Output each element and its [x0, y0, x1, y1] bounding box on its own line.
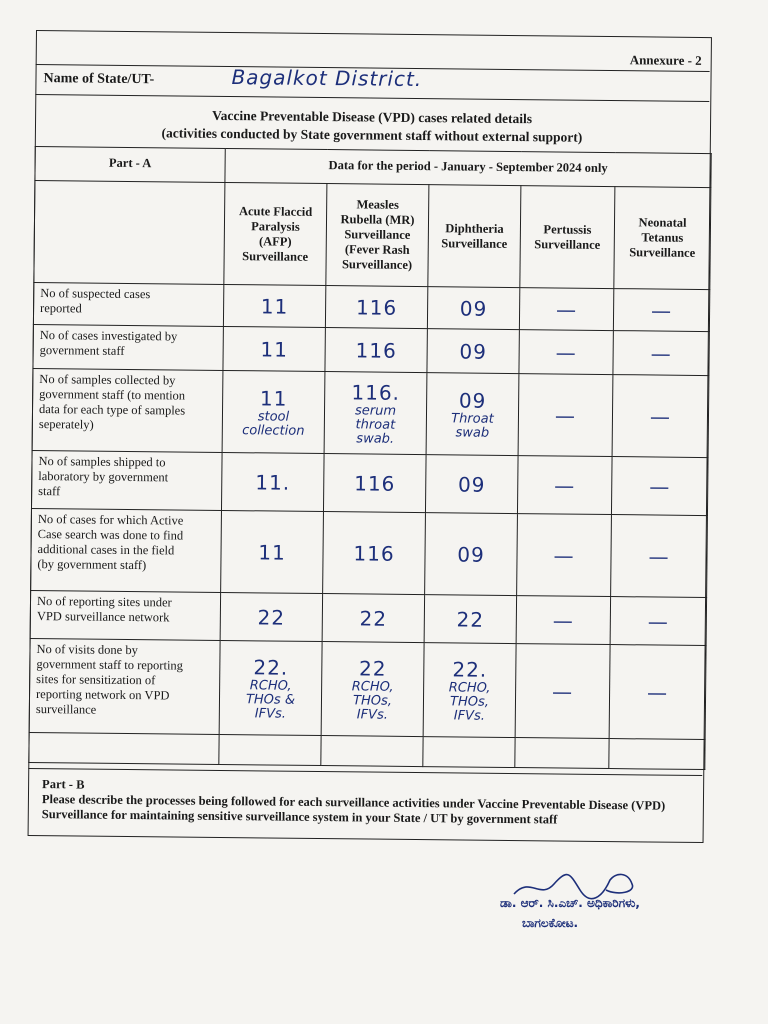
column-header-line: Acute Flaccid [238, 203, 313, 219]
empty-cell [609, 739, 705, 770]
data-cell [325, 286, 427, 329]
data-cell [519, 330, 613, 375]
cell-value: 11 [260, 336, 289, 362]
empty-cell [219, 734, 321, 765]
title-line-2: (activities conducted by State government staff without external support) [161, 125, 583, 145]
data-cell [323, 454, 426, 513]
data-cell [519, 288, 613, 331]
cell-value: 22 [257, 604, 286, 630]
cell-value: 09 [457, 471, 486, 497]
cell-value: — [646, 679, 669, 705]
column-header-line: Measles [356, 197, 399, 212]
cell-value: — [650, 340, 672, 366]
data-cell [612, 375, 709, 458]
cell-value: 116 [355, 294, 398, 320]
row-label-line: surveillance [35, 702, 97, 717]
part-b-section [28, 768, 703, 842]
table-row [31, 450, 708, 515]
empty-row [29, 732, 705, 769]
data-cell [222, 370, 325, 453]
part-b-label: Part - B [42, 777, 85, 792]
row-label-line: No of samples shipped to [38, 454, 166, 470]
cell-note: serum [354, 402, 397, 419]
data-cell [423, 643, 516, 738]
table-row [33, 324, 709, 375]
column-header-line: Diphtheria [445, 220, 504, 236]
cell-value: 09 [458, 387, 487, 413]
row-label [31, 450, 222, 510]
row-label-line: Case search was done to find [37, 527, 184, 543]
data-cell [611, 457, 708, 516]
table-row [32, 368, 709, 457]
stamp-line-2: ಬಾಗಲಕೋಟ. [522, 916, 579, 930]
cell-value: 11. [255, 469, 291, 495]
column-header-line: Surveillance [441, 235, 508, 251]
column-header-line: (Fever Rash [344, 242, 410, 257]
column-header [428, 185, 521, 288]
data-cell [324, 372, 427, 455]
data-cell [427, 329, 519, 374]
cell-value: — [553, 542, 575, 568]
data-cell [425, 455, 518, 514]
data-cell [219, 640, 322, 735]
cell-note: RCHO, [249, 677, 292, 694]
data-cell [518, 374, 613, 457]
cell-note: RCHO, [351, 678, 394, 695]
cell-note: THOs & [245, 691, 296, 708]
column-header [520, 186, 615, 289]
state-label: Name of State/UT- [43, 71, 155, 88]
data-table [28, 146, 711, 770]
cell-value: 22. [452, 656, 488, 682]
row-label-line: data for each type of samples [38, 402, 186, 418]
cell-value: — [554, 472, 576, 498]
annexure-label: Annexure - 2 [629, 52, 702, 68]
cell-value: 22 [456, 606, 485, 632]
part-a-label: Part - A [35, 146, 225, 182]
row-label-line: No of samples collected by [39, 372, 176, 388]
data-cell [223, 326, 325, 371]
data-cell [323, 512, 426, 595]
cell-value: 11 [259, 385, 288, 411]
data-cell [220, 592, 322, 641]
row-label-line: No of suspected cases [40, 286, 151, 302]
column-header-line: Paralysis [251, 218, 300, 234]
empty-cell [515, 738, 609, 769]
data-cell [321, 642, 424, 737]
cell-note: Throat [451, 410, 494, 427]
data-cell [517, 456, 612, 515]
row-label-line: sites for sensitization of [36, 672, 156, 688]
cell-value: 22 [358, 655, 387, 681]
data-cell [424, 595, 516, 644]
column-header-line: Rubella (MR) [340, 212, 415, 227]
data-cell [425, 513, 518, 596]
row-label [29, 638, 220, 734]
cell-note: IFVs. [356, 706, 388, 723]
column-header-line: Neonatal [638, 215, 687, 230]
cell-value: 09 [457, 541, 485, 567]
cell-note: THOs, [352, 692, 392, 709]
row-label-line: reporting network on VPD [35, 687, 170, 703]
document-sheet [28, 30, 712, 845]
cell-value: — [554, 402, 577, 428]
cell-value: 116 [354, 470, 396, 496]
table-row [29, 638, 706, 739]
data-cell [611, 515, 708, 598]
table-row [31, 508, 708, 597]
cell-note: RCHO, [448, 679, 491, 696]
row-label-line: staff [38, 484, 61, 499]
data-cell [223, 284, 325, 327]
cell-note: swab [455, 424, 490, 441]
empty-corner-cell [34, 180, 225, 284]
data-cell [322, 594, 424, 643]
title-line-1: Vaccine Preventable Disease (VPD) cases related details [212, 107, 533, 127]
data-cell [610, 597, 707, 646]
cell-value: — [555, 296, 578, 322]
row-label-line: government staff (to mention [39, 387, 186, 403]
cell-value: 09 [459, 338, 488, 364]
row-label-line: government staff [39, 343, 125, 358]
column-header-line: (AFP) [258, 233, 292, 249]
cell-value: 11 [260, 293, 289, 319]
cell-note: IFVs. [254, 705, 286, 722]
row-label-line: seperately) [38, 417, 94, 432]
data-cell [609, 645, 706, 740]
table-row [30, 590, 707, 645]
stamp-line-1: ಡಾ. ಆರ್. ಸಿ.ಎಚ್. ಅಧಿಕಾರಿಗಳು, [500, 896, 640, 910]
data-cell [426, 373, 519, 456]
row-label [30, 590, 220, 640]
row-label-line: additional cases in the field [37, 542, 175, 558]
part-b-text: Please describe the processes being followed for each surveillance activities under Vaccine Preventable Disease (VPD) Surveillance for maintaining sensitive surveillance system in your State / UT by government staff [41, 792, 666, 827]
cell-note: THOs, [449, 693, 489, 710]
empty-cell [321, 736, 423, 767]
cell-note: swab. [356, 430, 395, 447]
column-header-line: Surveillance) [341, 257, 413, 272]
period-label: Data for the period - January - September 2024 only [225, 148, 711, 187]
column-header [326, 184, 429, 287]
cell-value: 09 [459, 295, 488, 321]
cell-value: — [649, 473, 671, 499]
row-label [31, 508, 222, 592]
form-title [35, 94, 710, 154]
data-cell [221, 452, 324, 511]
cell-value: — [647, 608, 669, 634]
column-header-line: Surveillance [344, 227, 411, 242]
row-label-line: No of visits done by [36, 642, 138, 658]
signature-stamp [500, 870, 720, 940]
data-cell [427, 287, 519, 330]
empty-cell [423, 737, 515, 768]
table-body [29, 146, 711, 769]
data-cell [325, 328, 427, 373]
cell-value: — [649, 403, 672, 429]
data-cell [613, 289, 709, 332]
table-row [33, 282, 709, 331]
row-label-line: VPD surveillance network [36, 609, 170, 625]
column-header [224, 182, 327, 285]
row-label [33, 282, 223, 326]
row-label-line: No of reporting sites under [36, 594, 172, 610]
cell-note: throat [355, 416, 396, 433]
cell-value: — [650, 297, 673, 323]
column-header-line: Surveillance [629, 245, 696, 260]
column-header-line: Pertussis [543, 221, 592, 237]
cell-note: stool [257, 408, 290, 425]
cell-value: 11 [258, 539, 286, 565]
column-header-line: Tetanus [641, 230, 684, 245]
column-header [614, 187, 711, 290]
cell-value: — [555, 339, 577, 365]
row-label-line: (by government staff) [37, 557, 147, 573]
cell-value: 116 [353, 540, 395, 566]
data-cell [613, 331, 710, 376]
row-label-line: reported [40, 301, 82, 316]
column-header-row [34, 180, 711, 289]
cell-value: 116 [355, 337, 397, 363]
cell-note: collection [242, 422, 305, 439]
data-cell [221, 510, 324, 593]
row-label-line: No of cases investigated by [39, 328, 178, 344]
row-label-line: government staff to reporting [36, 657, 184, 673]
column-header-line: Surveillance [534, 236, 601, 252]
data-cell [515, 644, 610, 739]
row-label [32, 368, 223, 452]
cell-note: IFVs. [453, 707, 485, 724]
cell-value: 22. [253, 654, 289, 680]
data-cell [517, 514, 612, 597]
state-value-handwritten: Bagalkot District. [231, 65, 423, 92]
empty-cell [29, 732, 219, 764]
cell-value: — [551, 678, 574, 704]
row-label [33, 324, 223, 370]
cell-value: 22 [359, 605, 388, 631]
cell-value: 116. [351, 379, 401, 405]
column-header-line: Surveillance [242, 248, 309, 264]
cell-value: — [552, 607, 574, 633]
cell-value: — [648, 543, 670, 569]
row-label-line: No of cases for which Active [37, 512, 184, 528]
row-label-line: laboratory by government [38, 469, 169, 485]
data-cell [516, 596, 610, 645]
